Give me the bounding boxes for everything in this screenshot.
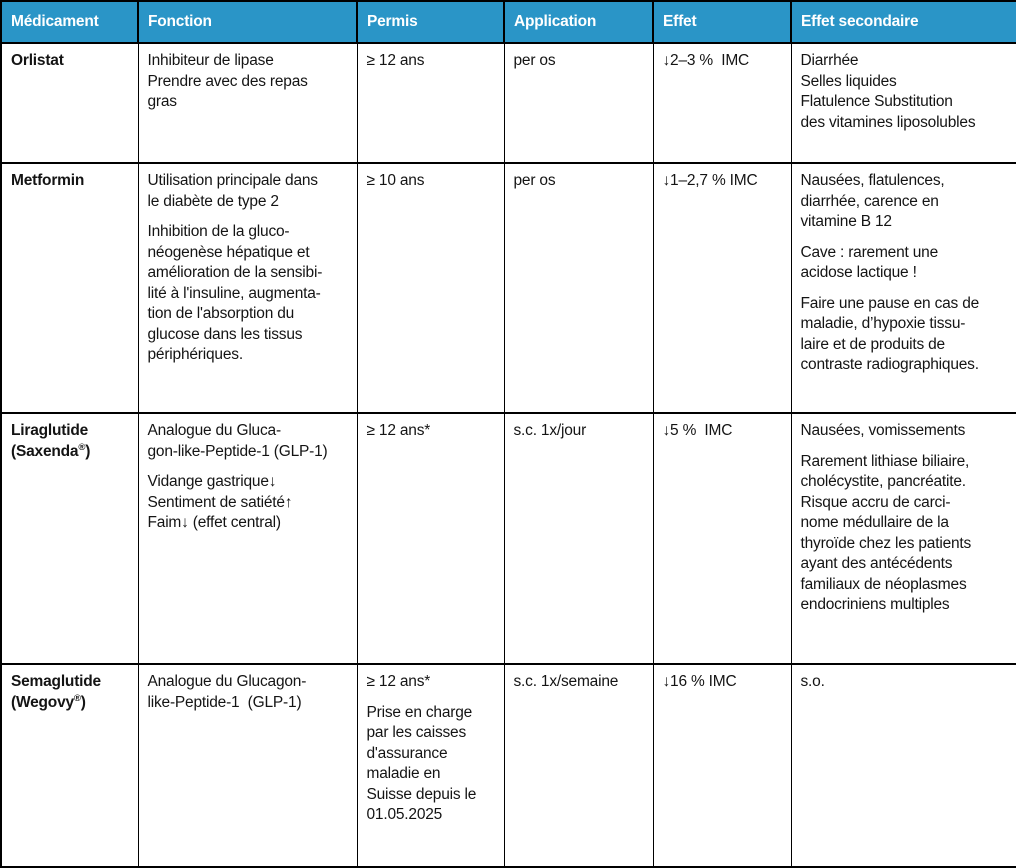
cell-fonction: [138, 664, 357, 867]
cell-paragraph: ↓5 % IMC: [662, 422, 733, 439]
header-row: [1, 1, 1016, 43]
cell-paragraph: ≥ 12 ans*: [366, 422, 431, 439]
table-body: [1, 43, 1016, 867]
cell-paragraph: ≥ 12 ans: [366, 52, 425, 69]
header-cell-effet-secondaire: Effet secondaire: [791, 1, 1016, 43]
cell-paragraph: Nausées, vomissements: [800, 422, 966, 439]
cell-paragraph: s.o.: [800, 673, 825, 690]
table-row: [1, 43, 1016, 163]
table-row: [1, 664, 1016, 867]
cell-medicament: [1, 413, 138, 664]
table-header: [1, 1, 1016, 43]
cell-paragraph: Faire une pause en cas de maladie, d’hypoxie tissu- laire et de produits de contraste radiographiques.: [800, 294, 980, 373]
cell-paragraph: Metformin: [11, 172, 85, 189]
table-row: [1, 413, 1016, 664]
cell-fonction: [138, 163, 357, 413]
cell-effet: [653, 43, 791, 163]
cell-effet: [653, 163, 791, 413]
header-cell-fonction: Fonction: [138, 1, 357, 43]
cell-paragraph: Diarrhée Selles liquides Flatulence Substitution des vitamines liposolubles: [800, 52, 976, 131]
table-row: [1, 163, 1016, 413]
cell-permis: [357, 413, 504, 664]
cell-medicament: [1, 664, 138, 867]
cell-paragraph: Inhibition de la gluco- néogenèse hépatique et amélioration de la sensibi- lité à l'insuline, augmenta- tion de l'absorption du glucose dans les tissus périphériques.: [147, 223, 323, 363]
cell-effet-secondaire: [791, 163, 1016, 413]
cell-effet: [653, 413, 791, 664]
cell-application: [504, 413, 653, 664]
cell-effet-secondaire: [791, 664, 1016, 867]
cell-paragraph: per os: [513, 52, 556, 69]
cell-paragraph: ↓2–3 % IMC: [662, 52, 750, 69]
cell-paragraph: Semaglutide (Wegovy®): [11, 673, 101, 711]
cell-permis: [357, 163, 504, 413]
cell-paragraph: per os: [513, 172, 556, 189]
cell-paragraph: Vidange gastrique↓ Sentiment de satiété↑ Faim↓ (effet central): [147, 473, 293, 531]
header-cell-permis: Permis: [357, 1, 504, 43]
cell-paragraph: Rarement lithiase biliaire, cholécystite, pancréatite. Risque accru de carci- nome médullaire de la thyroïde chez les patients ayant des antécédents familiaux de néoplasmes endocriniens multiples: [800, 452, 972, 613]
cell-paragraph: s.c. 1x/jour: [513, 422, 587, 439]
cell-paragraph: Inhibiteur de lipase Prendre avec des repas gras: [147, 52, 308, 110]
cell-effet-secondaire: [791, 43, 1016, 163]
cell-application: [504, 664, 653, 867]
cell-paragraph: ↓1–2,7 % IMC: [662, 172, 758, 189]
cell-paragraph: Nausées, flatulences, diarrhée, carence en vitamine B 12: [800, 172, 945, 230]
cell-permis: [357, 664, 504, 867]
registered-trademark-symbol: ®: [73, 692, 81, 704]
cell-effet: [653, 664, 791, 867]
header-cell-application: Application: [504, 1, 653, 43]
cell-medicament: [1, 43, 138, 163]
cell-medicament: [1, 163, 138, 413]
cell-paragraph: s.c. 1x/semaine: [513, 673, 619, 690]
cell-paragraph: ≥ 12 ans*: [366, 673, 431, 690]
cell-paragraph: Analogue du Glucagon- like-Peptide-1 (GLP-1): [147, 673, 307, 711]
cell-fonction: [138, 43, 357, 163]
cell-paragraph: ↓16 % IMC: [662, 673, 737, 690]
cell-paragraph: Utilisation principale dans le diabète de type 2: [147, 172, 318, 210]
cell-paragraph: Cave : rarement une acidose lactique !: [800, 243, 938, 281]
registered-trademark-symbol: ®: [78, 441, 86, 453]
cell-paragraph: Liraglutide (Saxenda®): [11, 422, 91, 460]
cell-paragraph: Orlistat: [11, 52, 64, 69]
cell-permis: [357, 43, 504, 163]
cell-application: [504, 43, 653, 163]
cell-paragraph: Analogue du Gluca- gon-like-Peptide-1 (GLP-1): [147, 422, 328, 460]
header-cell-effet: Effet: [653, 1, 791, 43]
cell-paragraph: ≥ 10 ans: [366, 172, 425, 189]
header-cell-medicament: Médicament: [1, 1, 138, 43]
cell-fonction: [138, 413, 357, 664]
cell-application: [504, 163, 653, 413]
cell-paragraph: Prise en charge par les caisses d'assurance maladie en Suisse depuis le 01.05.2025: [366, 703, 477, 823]
cell-effet-secondaire: [791, 413, 1016, 664]
